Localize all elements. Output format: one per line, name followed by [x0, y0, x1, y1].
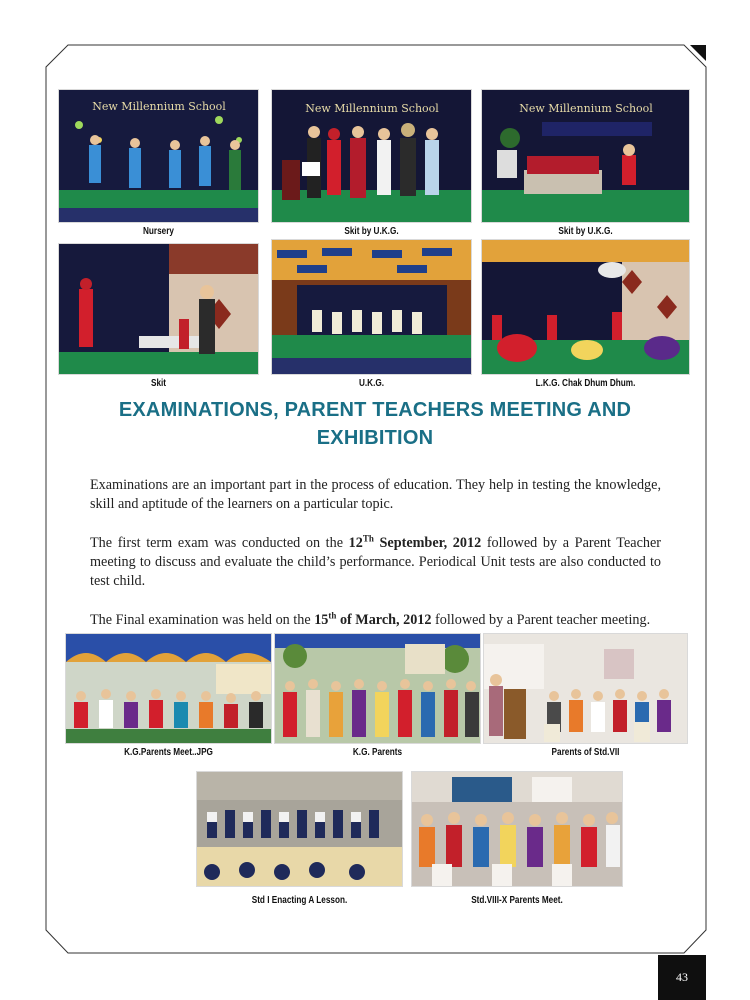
photo-kg-parents-meet	[66, 634, 271, 743]
caption-nursery: Nursery	[142, 226, 175, 237]
p3-date-rest: of March, 2012	[336, 612, 432, 628]
p3-date-day: 15	[314, 612, 329, 628]
photo-skit	[59, 244, 258, 374]
caption-kg-parents-meet: K.G.Parents Meet..JPG	[124, 747, 213, 758]
p2-date-sup: Th	[362, 533, 374, 544]
svg-text:New Millennium School: New Millennium School	[519, 102, 653, 115]
p3-date-sup: th	[328, 610, 337, 621]
p2-text-a: The first term exam was conducted on the	[90, 535, 349, 551]
caption-std-i-lesson: Std I Enacting A Lesson.	[251, 895, 348, 906]
caption-skit-ukg-2: Skit by U.K.G.	[558, 226, 613, 237]
p2-date-rest: September, 2012	[373, 535, 482, 551]
p2-text-d: followed by a Parent Teacher meeting to discuss and evaluate the child’s performance. Periodical Unit tests are also conducted to test child.	[90, 535, 661, 589]
photo-skit-ukg-2	[482, 90, 689, 222]
caption-std-viii-x-parents: Std.VIII-X Parents Meet.	[471, 895, 563, 906]
caption-kg-parents: K.G. Parents	[352, 747, 403, 758]
paragraph-1: Examinations are an important part in the process of education. They help in testing the knowledge, skill and aptitude of the learners on a particular topic.	[90, 477, 661, 512]
caption-parents-std-vii: Parents of Std.VII	[551, 747, 620, 758]
photo-std-i-lesson	[197, 772, 402, 886]
caption-skit: Skit	[150, 378, 167, 389]
photo-lkg	[482, 240, 689, 374]
page-number: 43	[658, 955, 706, 1000]
svg-text:New Millennium School: New Millennium School	[305, 102, 439, 115]
heading-line-2: EXHIBITION	[316, 427, 434, 449]
p3-text-a: The Final examination was held on the	[90, 612, 315, 628]
photo-std-viii-x-parents	[412, 772, 622, 886]
paragraph-3	[90, 611, 661, 630]
p2-date-day: 12	[348, 535, 363, 551]
photo-nursery	[59, 90, 258, 222]
photo-ukg	[272, 240, 471, 374]
p3-text-d: followed by a Parent teacher meeting.	[431, 612, 651, 628]
paragraph-2	[90, 534, 661, 591]
photo-kg-parents	[275, 634, 480, 743]
caption-skit-ukg-1: Skit by U.K.G.	[344, 226, 399, 237]
caption-lkg: L.K.G. Chak Dhum Dhum.	[535, 378, 636, 389]
caption-ukg: U.K.G.	[358, 378, 385, 389]
svg-text:New Millennium School: New Millennium School	[92, 100, 226, 113]
photo-parents-std-vii	[484, 634, 687, 743]
photo-skit-ukg-1	[272, 90, 471, 222]
section-heading	[90, 396, 660, 452]
heading-line-1: EXAMINATIONS, PARENT TEACHERS MEETING AND	[118, 399, 632, 421]
